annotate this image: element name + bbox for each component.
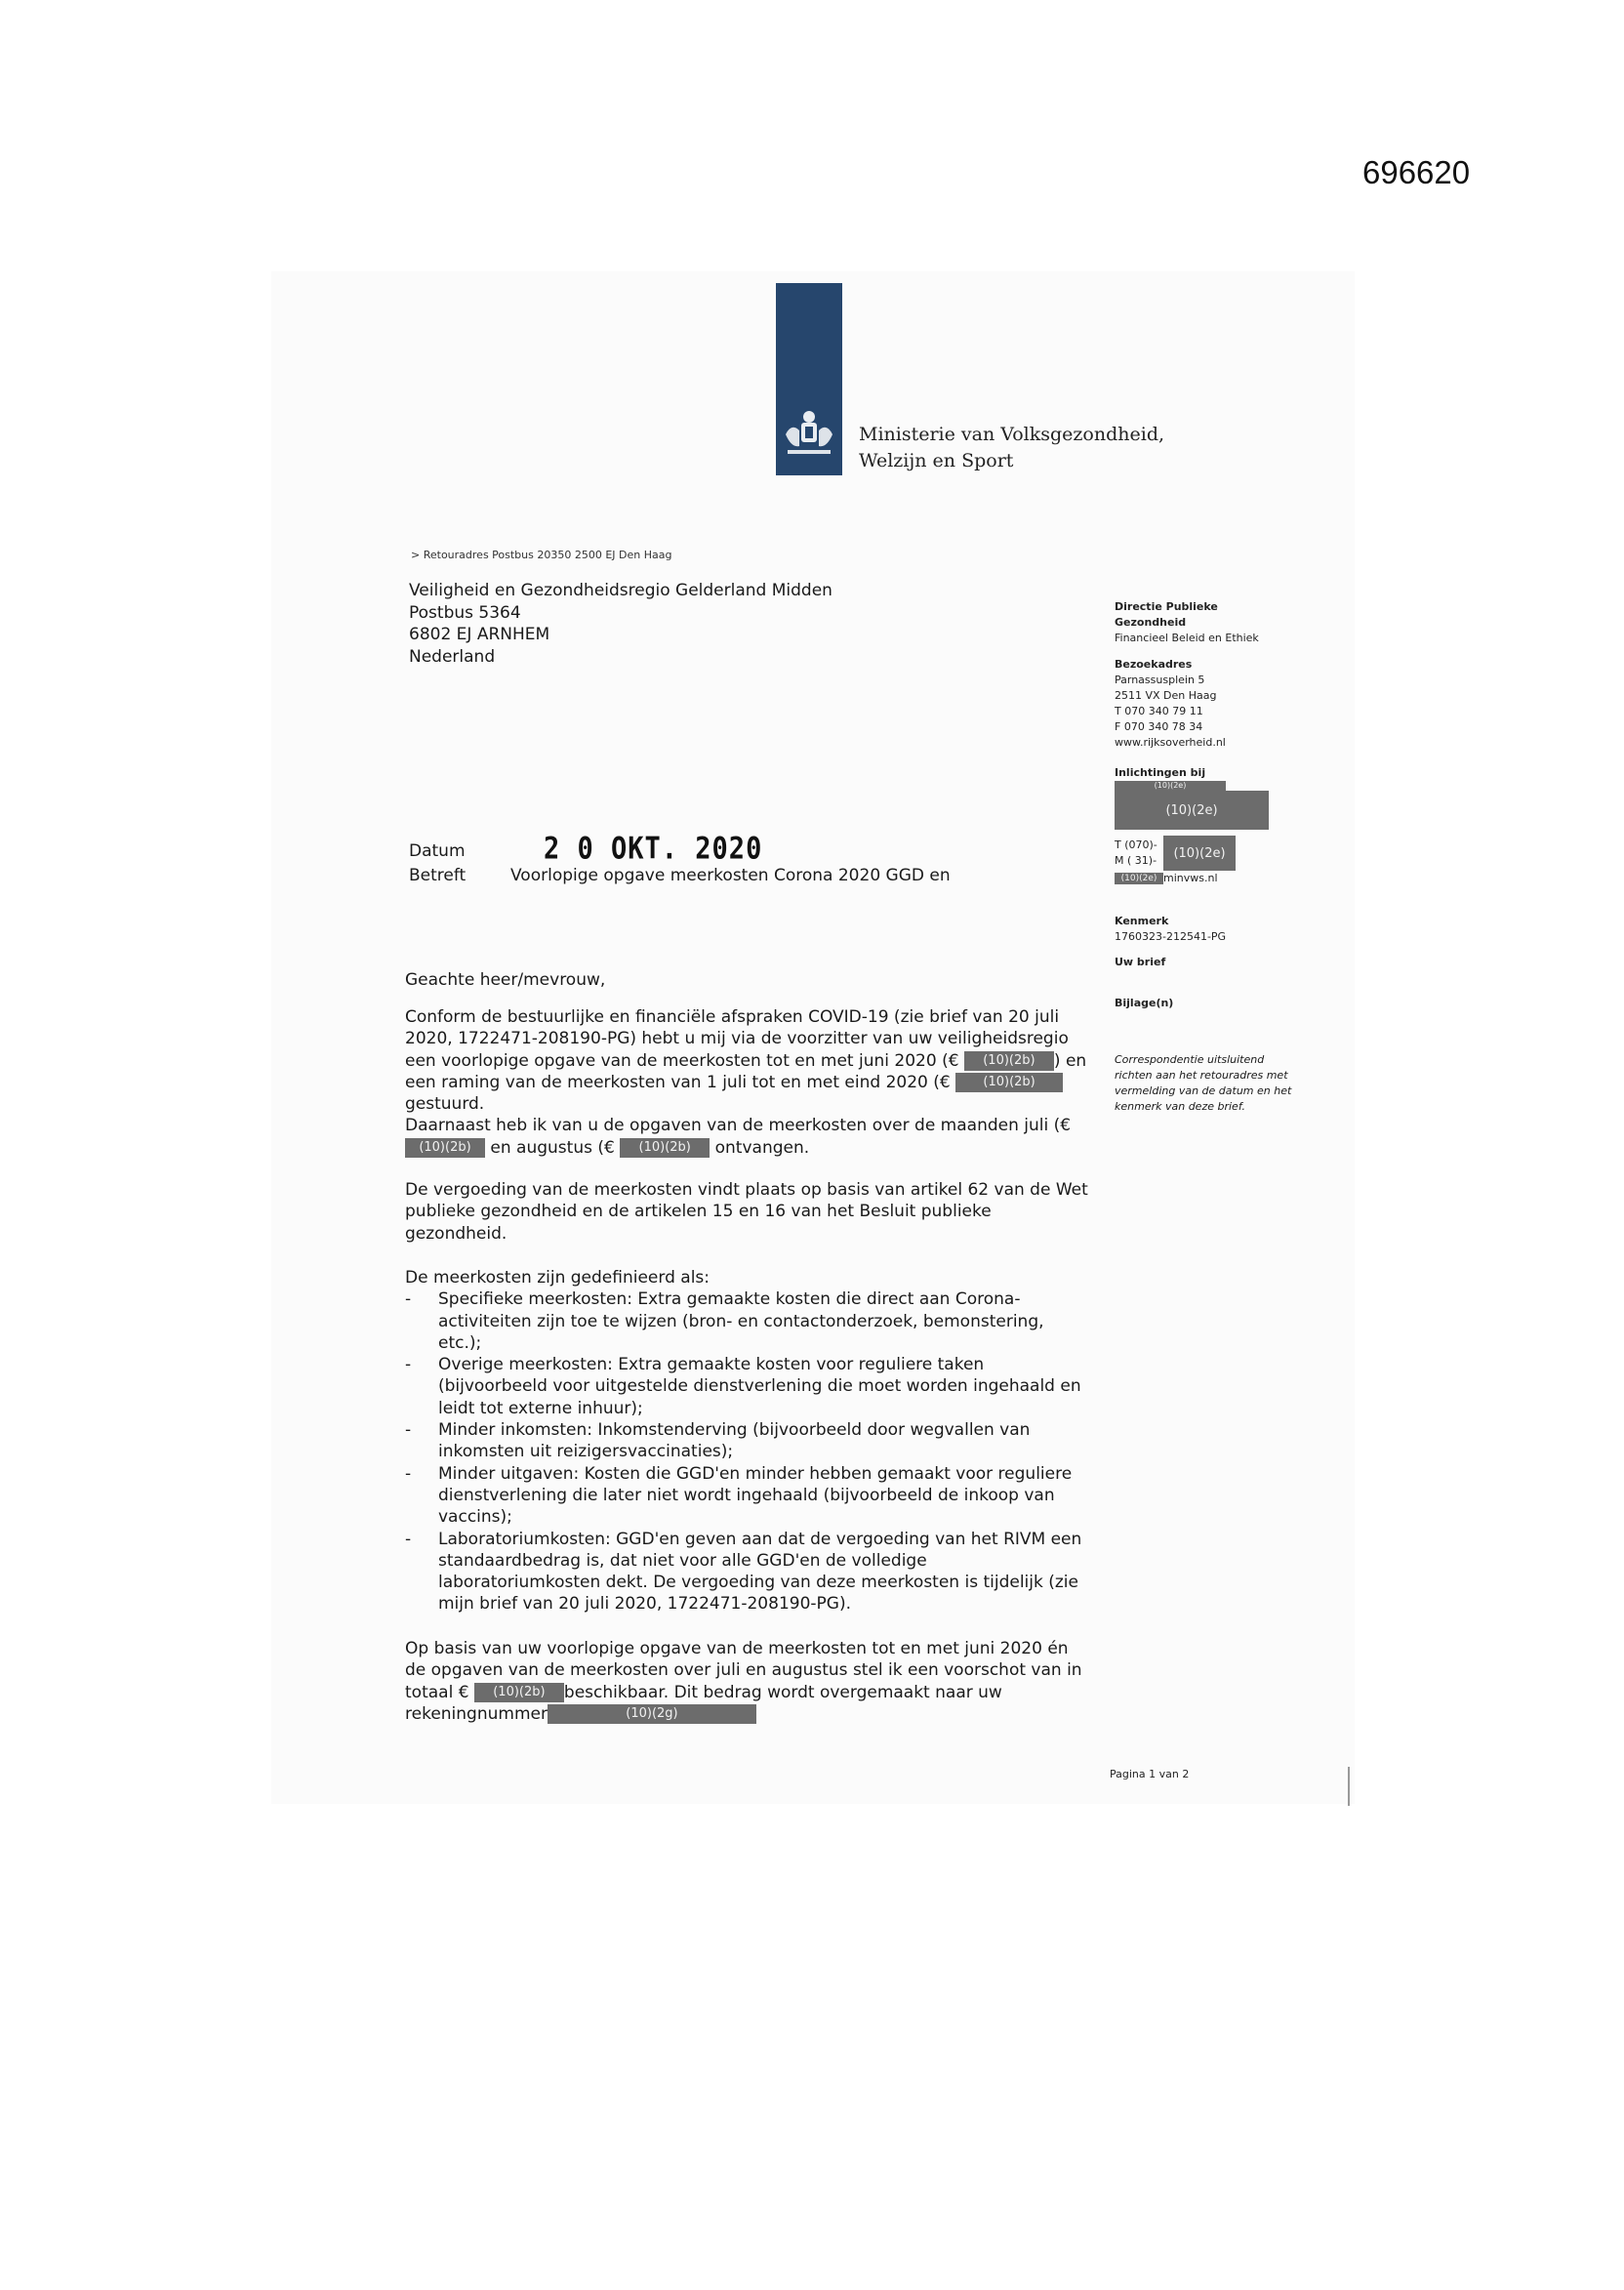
list-intro: De meerkosten zijn gedefinieerd als: (405, 1268, 710, 1288)
list-item: - Minder uitgaven: Kosten die GGD'en minder hebben gemaakt voor reguliere dienstverlening die later niet wordt ingehaald (bijvoorbeeld de inkoop van vaccins); (405, 1463, 1073, 1528)
paragraph-3 (405, 1638, 1088, 1725)
directie-title: Directie Publieke (1115, 600, 1218, 613)
directie-sub: Financieel Beleid en Ethiek (1115, 632, 1259, 644)
salutation: Geachte heer/mevrouw, (405, 970, 606, 990)
bezoek-line: 2511 VX Den Haag (1115, 689, 1217, 702)
redaction-block: (10)(2e) (1115, 873, 1163, 884)
mobile-prefix: M ( 31)- (1115, 854, 1157, 867)
bezoek-line: T 070 340 79 11 (1115, 705, 1203, 717)
betreft-value: Voorlopige opgave meerkosten Corona 2020 GGD en (510, 866, 951, 885)
redaction-block: (10)(2e) (1163, 836, 1236, 871)
redaction-amount-august: (10)(2b) (620, 1138, 710, 1158)
return-address: > Retouradres Postbus 20350 2500 EJ Den Haag (411, 549, 672, 561)
sidebar-inlichtingen (1115, 765, 1205, 781)
address-line: Postbus 5364 (409, 602, 521, 623)
sidebar-kenmerk (1115, 914, 1226, 945)
meerkosten-list (405, 1267, 1088, 1615)
sidebar-bijlage (1115, 996, 1173, 1011)
redaction-block: (10)(2e) (1115, 791, 1269, 830)
date-stamp: 2 0 OKT. 2020 (544, 832, 763, 867)
p1-text-d: Daarnaast heb ik van u de opgaven van de meerkosten over de maanden juli (€ (405, 1116, 1072, 1136)
page-number: Pagina 1 van 2 (1110, 1768, 1190, 1780)
ministry-line-2: Welzijn en Sport (859, 450, 1014, 471)
ministry-line-1: Ministerie van Volksgezondheid, (859, 424, 1165, 445)
p1-text-c: gestuurd. (405, 1094, 485, 1115)
sidebar-uw-brief (1115, 955, 1165, 970)
list-item: - Laboratoriumkosten: GGD'en geven aan dat de vergoeding van het RIVM een standaardbedrag is, dat niet voor alle GGD'en de volledige laboratoriumkosten dekt. De vergoeding van deze meerkosten is tijdelijk (zie mijn brief van 20 juli 2020, 1722471-208190-PG). (405, 1529, 1082, 1615)
p3-text-a: Op basis van uw voorlopige opgave van de meerkosten tot en met juni 2020 én de opgaven van de meerkosten over juli en augustus stel ik een voorschot van in totaal € (405, 1639, 1082, 1702)
bezoek-line: F 070 340 78 34 (1115, 720, 1203, 733)
sidebar-correspondentie: Correspondentie uitsluitend richten aan het retouradres met vermelding van de datum en het kenmerk van deze brief. (1115, 1053, 1292, 1113)
address-line: Veiligheid en Gezondheidsregio Gelderland Midden (409, 581, 832, 600)
list-item: - Specifieke meerkosten: Extra gemaakte kosten die direct aan Corona-activiteiten zijn toe te wijzen (bron- en contactonderzoek, bemonstering, etc.); (405, 1289, 1044, 1353)
address-line: Nederland (409, 646, 496, 667)
datum-label: Datum (409, 841, 466, 861)
email-suffix: minvws.nl (1163, 872, 1218, 884)
p1-text-f: ontvangen. (710, 1137, 810, 1158)
document-id: 696620 (1362, 154, 1471, 190)
bezoek-line: Parnassusplein 5 (1115, 674, 1205, 686)
redaction-account-number: (10)(2g) (548, 1704, 756, 1724)
kenmerk-title: Kenmerk (1115, 915, 1169, 927)
recipient-address (409, 580, 832, 668)
tel-prefix: T (070)- (1115, 838, 1157, 851)
royal-crest-icon (778, 405, 840, 464)
p1-text-e: en augustus (€ (485, 1137, 621, 1158)
betreft-label: Betreft (409, 866, 467, 885)
paragraph-1 (405, 1006, 1088, 1159)
p1-text-b: ) en een raming van de meerkosten van 1 juli tot en met eind 2020 (€ (405, 1050, 1087, 1092)
redaction-amount-july: (10)(2b) (405, 1138, 485, 1158)
scan-edge-mark (1348, 1767, 1350, 1806)
list-item: - Minder inkomsten: Inkomstenderving (bijvoorbeeld door wegvallen van inkomsten uit reizigersvaccinaties); (405, 1420, 1031, 1462)
bijlage-title: Bijlage(n) (1115, 997, 1174, 1009)
bezoek-line: www.rijksoverheid.nl (1115, 736, 1226, 749)
sidebar-bezoekadres (1115, 657, 1226, 751)
inlichtingen-title: Inlichtingen bij (1115, 766, 1206, 779)
bezoek-title: Bezoekadres (1115, 658, 1193, 671)
ministry-name (859, 422, 1164, 474)
sidebar-directie (1115, 599, 1259, 646)
p3-text-b: beschikbaar. Dit bedrag wordt overgemaakt naar uw rekeningnummer (405, 1682, 1002, 1724)
redaction-amount-estimate: (10)(2b) (955, 1073, 1063, 1092)
paragraph-2: De vergoeding van de meerkosten vindt plaats op basis van artikel 62 van de Wet publieke gezondheid en de artikelen 15 en 16 van het Besluit publieke gezondheid. (405, 1180, 1088, 1244)
redaction-block: (10)(2e) (1115, 781, 1226, 791)
p1-text-a: Conform de bestuurlijke en financiële afspraken COVID-19 (zie brief van 20 juli 2020, 1722471-208190-PG) hebt u mij via de voorzitter van uw veiligheidsregio een voorlopige opgave van de meerkosten tot en met juni 2020 (€ (405, 1007, 1069, 1071)
redaction-amount-total: (10)(2b) (474, 1683, 564, 1702)
list-item: - Overige meerkosten: Extra gemaakte kosten voor reguliere taken (bijvoorbeeld voor uitgestelde dienstverlening die moet worden ingehaald en leidt tot externe inhuur); (405, 1355, 1081, 1418)
directie-title-2: Gezondheid (1115, 616, 1187, 629)
redaction-amount-june: (10)(2b) (964, 1051, 1054, 1071)
address-line: 6802 EJ ARNHEM (409, 625, 550, 644)
uw-brief-title: Uw brief (1115, 956, 1166, 968)
kenmerk-value: 1760323-212541-PG (1115, 930, 1227, 943)
